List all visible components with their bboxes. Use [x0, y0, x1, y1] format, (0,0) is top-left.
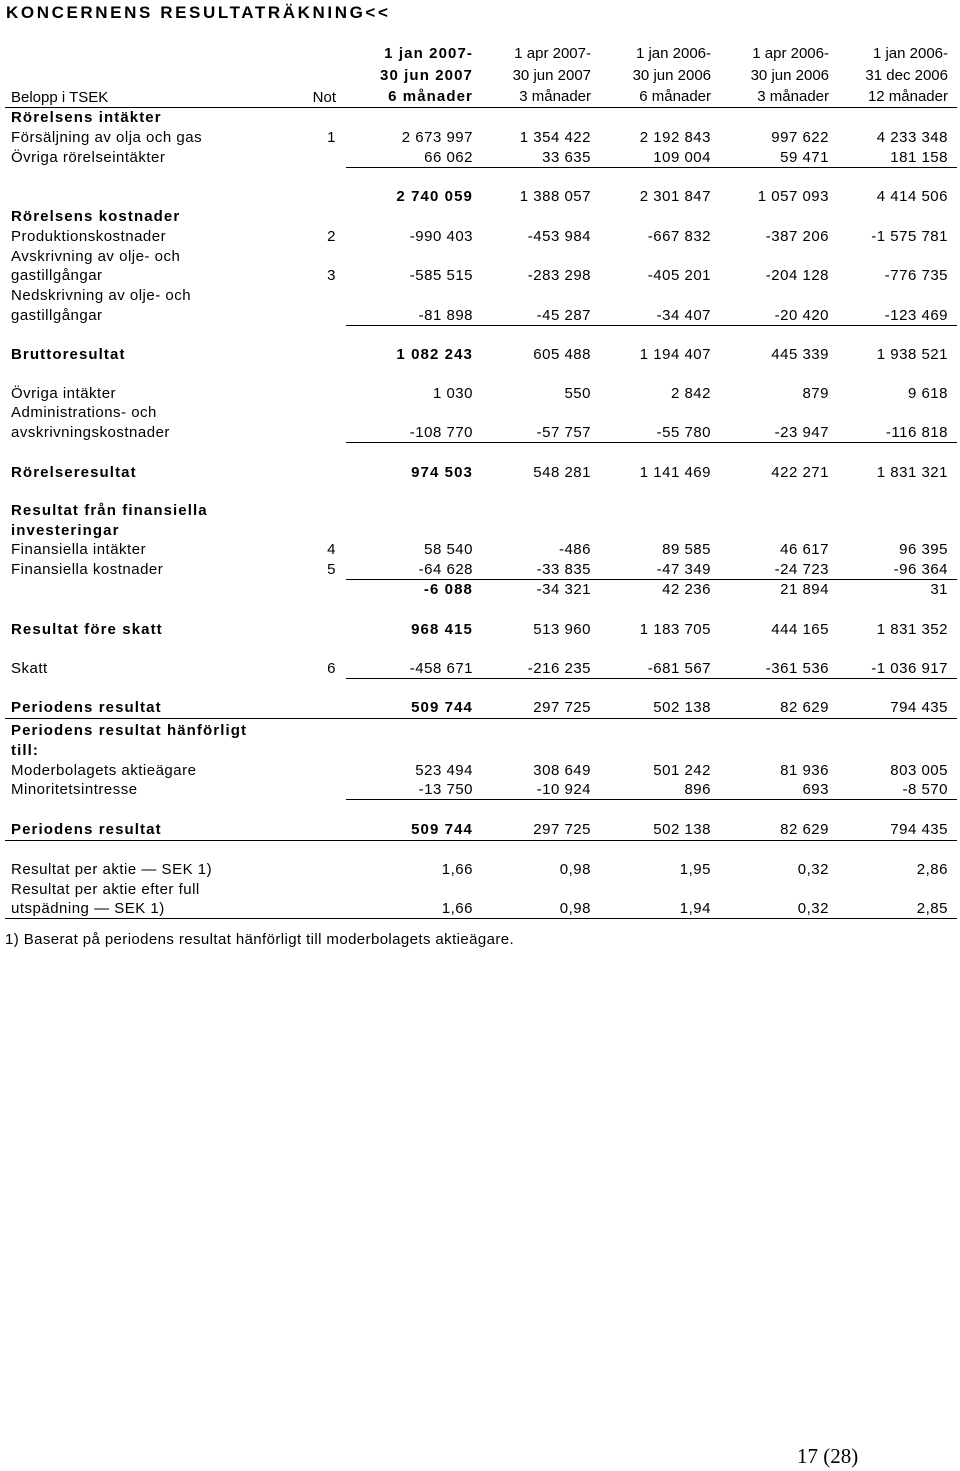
row-label: Rörelseresultat: [11, 464, 137, 481]
value-cell: 66 062: [424, 149, 473, 166]
table-row: [0, 540, 960, 560]
col3-header-line2: 30 jun 2006: [632, 67, 711, 84]
note-ref: 3: [327, 267, 336, 284]
table-bottom-line: [5, 918, 957, 919]
col5-header-line2: 31 dec 2006: [865, 67, 948, 84]
value-cell: -458 671: [409, 660, 473, 677]
value-cell: -108 770: [409, 424, 473, 441]
row-label: till:: [11, 742, 39, 759]
result-divider: [5, 840, 957, 841]
value-cell: 4 233 348: [876, 129, 948, 146]
col1-header-line3: 6 månader: [388, 88, 473, 105]
table-row: [0, 721, 960, 741]
value-cell: -667 832: [647, 228, 711, 245]
value-cell: 109 004: [653, 149, 711, 166]
value-cell: 794 435: [890, 821, 948, 838]
value-cell: 550: [564, 385, 591, 402]
col1-header-line1: 1 jan 2007-: [384, 45, 473, 62]
value-cell: -55 780: [656, 424, 711, 441]
value-cell: -34 407: [656, 307, 711, 324]
table-row: [0, 620, 960, 640]
row-label: utspädning — SEK 1): [11, 900, 165, 917]
value-cell: 0,98: [559, 900, 591, 917]
col3-header-line1: 1 jan 2006-: [635, 45, 711, 62]
row-label: Övriga rörelseintäkter: [11, 149, 166, 166]
table-row: [0, 860, 960, 880]
value-cell: -13 750: [418, 781, 473, 798]
value-cell: 0,32: [797, 861, 829, 878]
value-cell: -361 536: [765, 660, 829, 677]
value-cell: -1 036 917: [871, 660, 948, 677]
row-label: Bruttoresultat: [11, 346, 126, 363]
value-cell: 1 057 093: [757, 188, 829, 205]
not-header: Not: [312, 89, 336, 106]
row-label: Resultat från finansiella: [11, 502, 208, 519]
unit-label: Belopp i TSEK: [11, 89, 109, 106]
row-label: Avskrivning av olje- och: [11, 248, 181, 265]
value-cell: 1 194 407: [639, 346, 711, 363]
value-cell: 2,86: [916, 861, 948, 878]
value-cell: -6 088: [423, 581, 473, 598]
value-cell: 605 488: [533, 346, 591, 363]
value-cell: 1,66: [441, 900, 473, 917]
value-cell: 1 938 521: [876, 346, 948, 363]
value-cell: 1,95: [679, 861, 711, 878]
table-row: [0, 266, 960, 286]
value-cell: 2 192 843: [639, 129, 711, 146]
value-cell: -283 298: [527, 267, 591, 284]
value-cell: -453 984: [527, 228, 591, 245]
value-cell: 896: [684, 781, 711, 798]
value-cell: 523 494: [415, 762, 473, 779]
note-ref: 1: [327, 129, 336, 146]
value-cell: -64 628: [418, 561, 473, 578]
row-label: Periodens resultat hänförligt: [11, 722, 248, 739]
value-cell: 502 138: [653, 699, 711, 716]
col1-header-line2: 30 jun 2007: [380, 67, 473, 84]
col4-header-line2: 30 jun 2006: [750, 67, 829, 84]
result-divider: [5, 718, 957, 719]
value-cell: -96 364: [893, 561, 948, 578]
note-ref: 4: [327, 541, 336, 558]
table-row: [0, 306, 960, 326]
row-label: Periodens resultat: [11, 699, 162, 716]
table-row: [0, 148, 960, 168]
value-cell: 502 138: [653, 821, 711, 838]
row-label: Administrations- och: [11, 404, 157, 421]
value-cell: -681 567: [647, 660, 711, 677]
value-cell: 1 831 321: [876, 464, 948, 481]
row-label: avskrivningskostnader: [11, 424, 170, 441]
table-row: [0, 463, 960, 483]
value-cell: 308 649: [533, 762, 591, 779]
table-row: [0, 741, 960, 761]
table-row: [0, 580, 960, 600]
value-cell: -990 403: [409, 228, 473, 245]
row-label: gastillgångar: [11, 307, 103, 324]
value-cell: 89 585: [662, 541, 711, 558]
note-ref: 6: [327, 660, 336, 677]
value-cell: 968 415: [411, 621, 473, 638]
value-cell: 42 236: [662, 581, 711, 598]
col2-header-line1: 1 apr 2007-: [514, 45, 591, 62]
value-cell: 509 744: [411, 821, 473, 838]
value-cell: 803 005: [890, 762, 948, 779]
table-row: [0, 207, 960, 227]
value-cell: 31: [930, 581, 948, 598]
value-cell: -33 835: [536, 561, 591, 578]
subtotal-line: [346, 678, 957, 679]
value-cell: 46 617: [780, 541, 829, 558]
note-ref: 2: [327, 228, 336, 245]
value-cell: 501 242: [653, 762, 711, 779]
value-cell: 422 271: [771, 464, 829, 481]
value-cell: 0,32: [797, 900, 829, 917]
page-number: 17 (28): [797, 1444, 859, 1468]
value-cell: 181 158: [890, 149, 948, 166]
value-cell: 1 388 057: [519, 188, 591, 205]
table-row: [0, 780, 960, 800]
table-row: [0, 501, 960, 521]
table-row: [0, 560, 960, 580]
value-cell: -23 947: [774, 424, 829, 441]
subtotal-line: [346, 799, 957, 800]
value-cell: 2,85: [916, 900, 948, 917]
value-cell: -585 515: [409, 267, 473, 284]
table-row: [0, 345, 960, 365]
value-cell: 297 725: [533, 821, 591, 838]
value-cell: 445 339: [771, 346, 829, 363]
value-cell: 2 842: [670, 385, 711, 402]
table-row: [0, 286, 960, 306]
value-cell: 96 395: [899, 541, 948, 558]
value-cell: 1 141 469: [639, 464, 711, 481]
note-ref: 5: [327, 561, 336, 578]
col5-header-line1: 1 jan 2006-: [872, 45, 948, 62]
value-cell: 0,98: [559, 861, 591, 878]
table-row: [0, 247, 960, 267]
value-cell: 693: [802, 781, 829, 798]
subtotal-line: [346, 167, 957, 168]
row-label: Övriga intäkter: [11, 385, 117, 402]
value-cell: 81 936: [780, 762, 829, 779]
row-label: gastillgångar: [11, 267, 103, 284]
value-cell: 33 635: [542, 149, 591, 166]
value-cell: -216 235: [527, 660, 591, 677]
value-cell: -20 420: [774, 307, 829, 324]
value-cell: -47 349: [656, 561, 711, 578]
table-row: [0, 820, 960, 840]
value-cell: -1 575 781: [871, 228, 948, 245]
row-label: Moderbolagets aktieägare: [11, 762, 197, 779]
value-cell: 21 894: [780, 581, 829, 598]
value-cell: -45 287: [536, 307, 591, 324]
col3-header-line3: 6 månader: [639, 88, 711, 105]
table-row: [0, 880, 960, 900]
value-cell: -34 321: [536, 581, 591, 598]
value-cell: 9 618: [907, 385, 948, 402]
value-cell: 1 183 705: [639, 621, 711, 638]
table-row: [0, 384, 960, 404]
row-label: Resultat per aktie — SEK 1): [11, 861, 213, 878]
value-cell: -24 723: [774, 561, 829, 578]
row-label: Nedskrivning av olje- och: [11, 287, 192, 304]
value-cell: 59 471: [780, 149, 829, 166]
value-cell: -57 757: [536, 424, 591, 441]
table-row: [0, 108, 960, 128]
value-cell: 513 960: [533, 621, 591, 638]
row-label: Resultat per aktie efter full: [11, 881, 200, 898]
value-cell: -8 570: [902, 781, 948, 798]
row-label: Finansiella kostnader: [11, 561, 164, 578]
row-label: investeringar: [11, 522, 120, 539]
row-label: Resultat före skatt: [11, 621, 163, 638]
value-cell: -116 818: [885, 424, 948, 441]
value-cell: -405 201: [647, 267, 711, 284]
value-cell: 2 301 847: [639, 188, 711, 205]
row-label: Finansiella intäkter: [11, 541, 147, 558]
value-cell: 974 503: [411, 464, 473, 481]
value-cell: 2 740 059: [396, 188, 473, 205]
page-title: KONCERNENS RESULTATRÄKNING<<: [6, 3, 391, 22]
table-row: [0, 761, 960, 781]
value-cell: 2 673 997: [401, 129, 473, 146]
subtotal-line: [346, 442, 957, 443]
row-label: Rörelsens kostnader: [11, 208, 181, 225]
row-label: Periodens resultat: [11, 821, 162, 838]
value-cell: -776 735: [884, 267, 948, 284]
col5-header-line3: 12 månader: [867, 88, 948, 105]
value-cell: 509 744: [411, 699, 473, 716]
table-row: [0, 659, 960, 679]
value-cell: -10 924: [536, 781, 591, 798]
subtotal-line: [346, 325, 957, 326]
row-label: Minoritetsintresse: [11, 781, 138, 798]
value-cell: 794 435: [890, 699, 948, 716]
value-cell: 1 030: [432, 385, 473, 402]
table-row: [0, 227, 960, 247]
value-cell: 548 281: [533, 464, 591, 481]
col4-header-line3: 3 månader: [757, 88, 829, 105]
row-label: Försäljning av olja och gas: [11, 129, 203, 146]
value-cell: 297 725: [533, 699, 591, 716]
value-cell: -387 206: [765, 228, 829, 245]
footnote: 1) Baserat på periodens resultat hänförligt till moderbolagets aktieägare.: [5, 931, 515, 948]
value-cell: 82 629: [780, 821, 829, 838]
row-label: Produktionskostnader: [11, 228, 167, 245]
value-cell: 997 622: [771, 129, 829, 146]
row-label: Rörelsens intäkter: [11, 109, 162, 126]
value-cell: 58 540: [424, 541, 473, 558]
value-cell: 1 082 243: [396, 346, 473, 363]
value-cell: 4 414 506: [876, 188, 948, 205]
value-cell: 1,66: [441, 861, 473, 878]
table-row: [0, 521, 960, 541]
table-row: [0, 187, 960, 207]
value-cell: 879: [802, 385, 829, 402]
col4-header-line1: 1 apr 2006-: [752, 45, 829, 62]
row-label: Skatt: [11, 660, 48, 677]
value-cell: 1 831 352: [876, 621, 948, 638]
table-row: [0, 899, 960, 919]
value-cell: -204 128: [765, 267, 829, 284]
value-cell: 1 354 422: [519, 129, 591, 146]
value-cell: 444 165: [771, 621, 829, 638]
col2-header-line2: 30 jun 2007: [512, 67, 591, 84]
value-cell: -81 898: [418, 307, 473, 324]
table-row: [0, 423, 960, 443]
value-cell: -486: [558, 541, 591, 558]
value-cell: -123 469: [884, 307, 948, 324]
col2-header-line3: 3 månader: [519, 88, 591, 105]
table-row: [0, 698, 960, 718]
table-row: [0, 403, 960, 423]
table-row: [0, 128, 960, 148]
value-cell: 82 629: [780, 699, 829, 716]
value-cell: 1,94: [679, 900, 711, 917]
